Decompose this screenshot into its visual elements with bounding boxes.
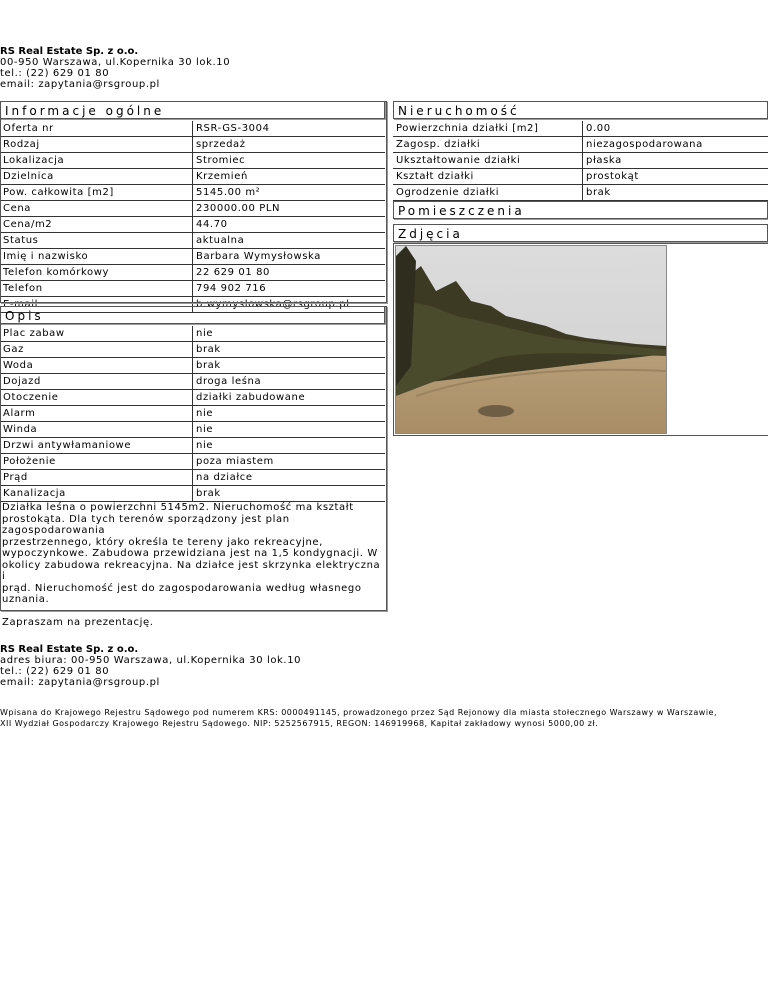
legal-line-1: Wpisana do Krajowego Rejestru Sądowego pod numerem KRS: 0000491145, prowadzonego przez Sąd Rejonowy dla miasta stołecznego Warszawy w Warszawie, (0, 708, 718, 717)
row-value: nie (192, 406, 385, 422)
general-info-table (0, 121, 385, 313)
row-value: 44.70 (192, 217, 385, 233)
table-row (393, 137, 768, 153)
row-label: Powierzchnia działki [m2] (393, 121, 582, 137)
row-label: Alarm (0, 406, 192, 422)
footer-company-name: RS Real Estate Sp. z o.o. (0, 644, 139, 655)
table-row (0, 486, 385, 502)
table-row (0, 390, 385, 406)
row-label: Ogrodzenie działki (393, 185, 582, 201)
row-label: Dojazd (0, 374, 192, 390)
row-label: Cena/m2 (0, 217, 192, 233)
row-label: Otoczenie (0, 390, 192, 406)
company-phone: tel.: (22) 629 01 80 (0, 68, 110, 79)
table-row (393, 169, 768, 185)
row-label: Gaz (0, 342, 192, 358)
row-label: Winda (0, 422, 192, 438)
table-row (0, 169, 385, 185)
row-label: Kanalizacja (0, 486, 192, 502)
row-label: Dzielnica (0, 169, 192, 185)
row-label: Status (0, 233, 192, 249)
footer-address: adres biura: 00-950 Warszawa, ul.Kopernika 30 lok.10 (0, 655, 302, 666)
row-label: Telefon komórkowy (0, 265, 192, 281)
row-value: 230000.00 PLN (192, 201, 385, 217)
footer-company (0, 644, 301, 688)
legal-notice (0, 707, 768, 729)
rooms-title: Pomieszczenia (393, 201, 768, 219)
row-value: aktualna (192, 233, 385, 249)
row-value: Krzemień (192, 169, 385, 185)
table-row (393, 121, 768, 137)
table-row (0, 438, 385, 454)
table-row (0, 265, 385, 281)
table-row (0, 137, 385, 153)
table-row (0, 422, 385, 438)
row-value: na działce (192, 470, 385, 486)
row-value: 0.00 (582, 121, 768, 137)
table-row (393, 185, 768, 201)
table-row (0, 470, 385, 486)
table-row (0, 185, 385, 201)
row-label: Plac zabaw (0, 326, 192, 342)
table-row (0, 249, 385, 265)
table-row (0, 454, 385, 470)
row-value: sprzedaż (192, 137, 385, 153)
company-address: 00-950 Warszawa, ul.Kopernika 30 lok.10 (0, 57, 231, 68)
property-photo-image (396, 246, 666, 433)
table-row (0, 201, 385, 217)
table-row (0, 358, 385, 374)
row-value: 5145.00 m² (192, 185, 385, 201)
property-title: Nieruchomość (393, 101, 768, 119)
row-value: prostokąt (582, 169, 768, 185)
row-label: Oferta nr (0, 121, 192, 137)
table-row (0, 374, 385, 390)
row-value: b.wymyslowska@rsgroup.pl (192, 297, 385, 313)
row-label: Położenie (0, 454, 192, 470)
row-value: płaska (582, 153, 768, 169)
photos-title: Zdjęcia (393, 224, 768, 242)
table-row (0, 326, 385, 342)
description-title: Opis (0, 306, 385, 324)
row-label: Kształt działki (393, 169, 582, 185)
company-email: email: zapytania@rsgroup.pl (0, 79, 160, 90)
row-value: nie (192, 422, 385, 438)
row-label: Lokalizacja (0, 153, 192, 169)
row-label: Drzwi antywłamaniowe (0, 438, 192, 454)
row-label: Ukształtowanie działki (393, 153, 582, 169)
row-value: poza miastem (192, 454, 385, 470)
row-value: brak (192, 342, 385, 358)
row-value: Barbara Wymysłowska (192, 249, 385, 265)
row-label: Cena (0, 201, 192, 217)
table-row (0, 121, 385, 137)
row-label: Zagosp. działki (393, 137, 582, 153)
table-row (0, 406, 385, 422)
row-value: brak (192, 358, 385, 374)
table-row (0, 233, 385, 249)
row-value: RSR-GS-3004 (192, 121, 385, 137)
row-label: Rodzaj (0, 137, 192, 153)
company-header (0, 46, 230, 90)
row-label: E-mail (0, 297, 192, 313)
table-row (393, 153, 768, 169)
row-label: Prąd (0, 470, 192, 486)
footer-phone: tel.: (22) 629 01 80 (0, 666, 110, 677)
row-value: działki zabudowane (192, 390, 385, 406)
description-text: Działka leśna o powierzchni 5145m2. Nieruchomość ma kształt prostokąta. Dla tych terenów sporządzony jest plan zagospodarowania przestrzennego, który określa te tereny jako rekreacyjne, wypoczynkowe. Zabudowa przewidziana jest na 1,5 kondygnacji. W okolicy zabudowa rekreacyjna. Na działce jest skrzynka elektryczna i prąd. Nieruchomość jest do zagospodarowania według własnego uznania. Zapraszam na prezentację. (2, 502, 381, 628)
row-value: nie (192, 438, 385, 454)
table-row (0, 342, 385, 358)
property-table (393, 121, 768, 201)
row-value: 794 902 716 (192, 281, 385, 297)
row-value: nie (192, 326, 385, 342)
row-label: Pow. całkowita [m2] (0, 185, 192, 201)
row-label: Woda (0, 358, 192, 374)
property-photo[interactable] (395, 245, 667, 434)
row-value: droga leśna (192, 374, 385, 390)
row-value: 22 629 01 80 (192, 265, 385, 281)
table-row (0, 281, 385, 297)
footer-email: email: zapytania@rsgroup.pl (0, 677, 160, 688)
table-row (0, 153, 385, 169)
row-value: Stromiec (192, 153, 385, 169)
legal-line-2: XII Wydział Gospodarczy Krajowego Rejestru Sądowego. NIP: 5252567915, REGON: 146919968, Kapitał zakładowy wynosi 5000,00 zł. (0, 719, 599, 728)
row-value: brak (582, 185, 768, 201)
general-info-title: Informacje ogólne (0, 101, 385, 119)
row-value: brak (192, 486, 385, 502)
table-row (0, 217, 385, 233)
row-label: Imię i nazwisko (0, 249, 192, 265)
row-value: niezagospodarowana (582, 137, 768, 153)
description-table (0, 326, 385, 502)
row-label: Telefon (0, 281, 192, 297)
company-name: RS Real Estate Sp. z o.o. (0, 46, 139, 57)
